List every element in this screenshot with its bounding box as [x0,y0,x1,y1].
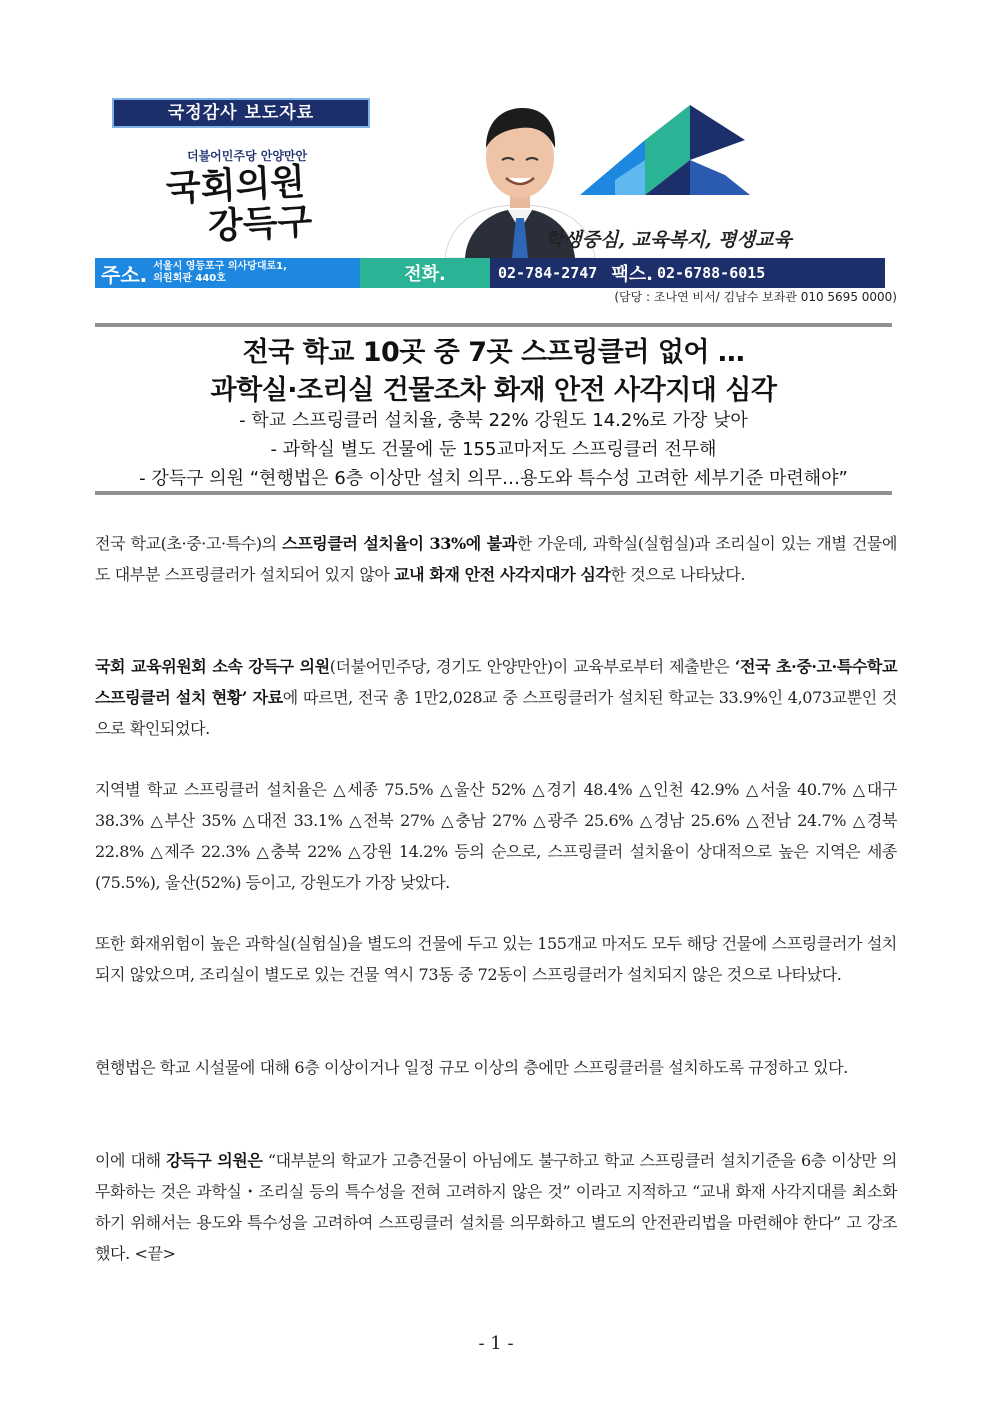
press-release-badge: 국정감사 보도자료 [112,98,370,128]
contact-bar [95,258,885,288]
paragraph-4: 또한 화재위험이 높은 과학실(실험실)을 별도의 건물에 두고 있는 155개교 마저도 모두 해당 건물에 스프링클러가 설치되지 않았으며, 조리실이 별도로 있는 건물 역시 73동 중 72동이 스프링클러가 설치되지 않은 것으로 나타났다. [95,934,897,984]
slogan: 학생중심, 교육복지, 평생교육 [545,229,792,251]
paragraph-6: 이에 대해 강득구 의원은 “대부분의 학교가 고층건물이 아님에도 불구하고 학교 스프링클러 설치기준을 6층 이상만 의무화하는 것은 과학실・조리실 등의 특수성을 전혀 고려하지 않은 것” 이라고 지적하고 “교내 화재 사각지대를 최소화하기 위해서는 용도와 특수성을 고려하여 스프링클러 설치를 의무화하고 별도의 안전관리법을 마련해야 한다” 고 강조했다. <끝> [95,1151,897,1263]
party-label: 더불어민주당 안양만안 [187,149,308,163]
headline-line-1: 전국 학교 10곳 중 7곳 스프링클러 없어 … [242,337,745,368]
subhead-3: - 강득구 의원 “현행법은 6층 이상만 설치 의무…용도와 특수성 고려한 세부기준 마련해야” [139,468,848,489]
phone-fax-block [490,258,885,288]
bottom-rule [95,491,892,495]
lawmaker-signature [165,161,313,248]
paragraph-1: 전국 학교(초·중·고·특수)의 스프링클러 설치율이 33%에 불과한 가운데, 과학실(실험실)과 조리실이 있는 개별 건물에도 대부분 스프링클러가 설치되어 있지 않아 교내 화재 안전 사각지대가 심각한 것으로 나타났다. [95,534,898,584]
paragraph-2: 국회 교육위원회 소속 강득구 의원(더불어민주당, 경기도 안양만안)이 교육부로부터 제출받은 ‘전국 초·중·고·특수학교 스프링클러 설치 현황’ 자료에 따르면, 전국 총 1만2,028교 중 스프링클러가 설치된 학교는 33.9%인 4,073교뿐인 것으로 확인되었다. [95,657,898,738]
signature-name: 강득구 [206,200,314,248]
tel-label-block [360,258,490,288]
address-line-1: 서울시 영등포구 의사당대로1, [153,261,287,272]
subhead-2: - 과학실 별도 건물에 둔 155교마저도 스프링클러 전무해 [270,439,717,460]
top-rule [95,323,892,327]
contact-persons: (담당 : 조나연 비서/ 김남수 보좌관 010 5695 0000) [614,290,897,304]
headline-line-2: 과학실·조리실 건물조차 화재 안전 사각지대 심각 [210,375,777,406]
address-block [95,258,360,288]
subhead-1: - 학교 스프링클러 설치율, 충북 22% 강원도 14.2%로 가장 낮아 [239,410,748,431]
address-label: 주소. [101,262,148,287]
party-logo [575,100,755,210]
paragraph-3: 지역별 학교 스프링클러 설치율은 △세종 75.5% △울산 52% △경기 48.4% △인천 42.9% △서울 40.7% △대구 38.3% △부산 35% △대전 33.1% △전북 27% △충남 27% △광주 25.6% △경남 25.6% △전남 24.7% △경북 22.8% △제주 22.3% △충북 22% △강원 14.2% 등의 순으로, 스프링클러 설치율이 상대적으로 높은 지역은 세종(75.5%), 울산(52%) 등이고, 강원도가 가장 낮았다. [95,780,897,892]
press-release-banner [95,95,885,290]
fax-number: 02-6788-6015 [656,264,766,282]
paragraph-5: 현행법은 학교 시설물에 대해 6층 이상이거나 일정 규모 이상의 층에만 스프링클러를 설치하도록 규정하고 있다. [95,1058,848,1077]
signature-title: 국회의원 [164,160,307,210]
fax-label: 팩스. [611,264,653,285]
tel-label: 전화. [404,264,446,285]
tel-number: 02-784-2747 [498,264,598,282]
address-line-2: 의원회관 440호 [153,273,226,284]
page-number: - 1 - [478,1333,514,1354]
